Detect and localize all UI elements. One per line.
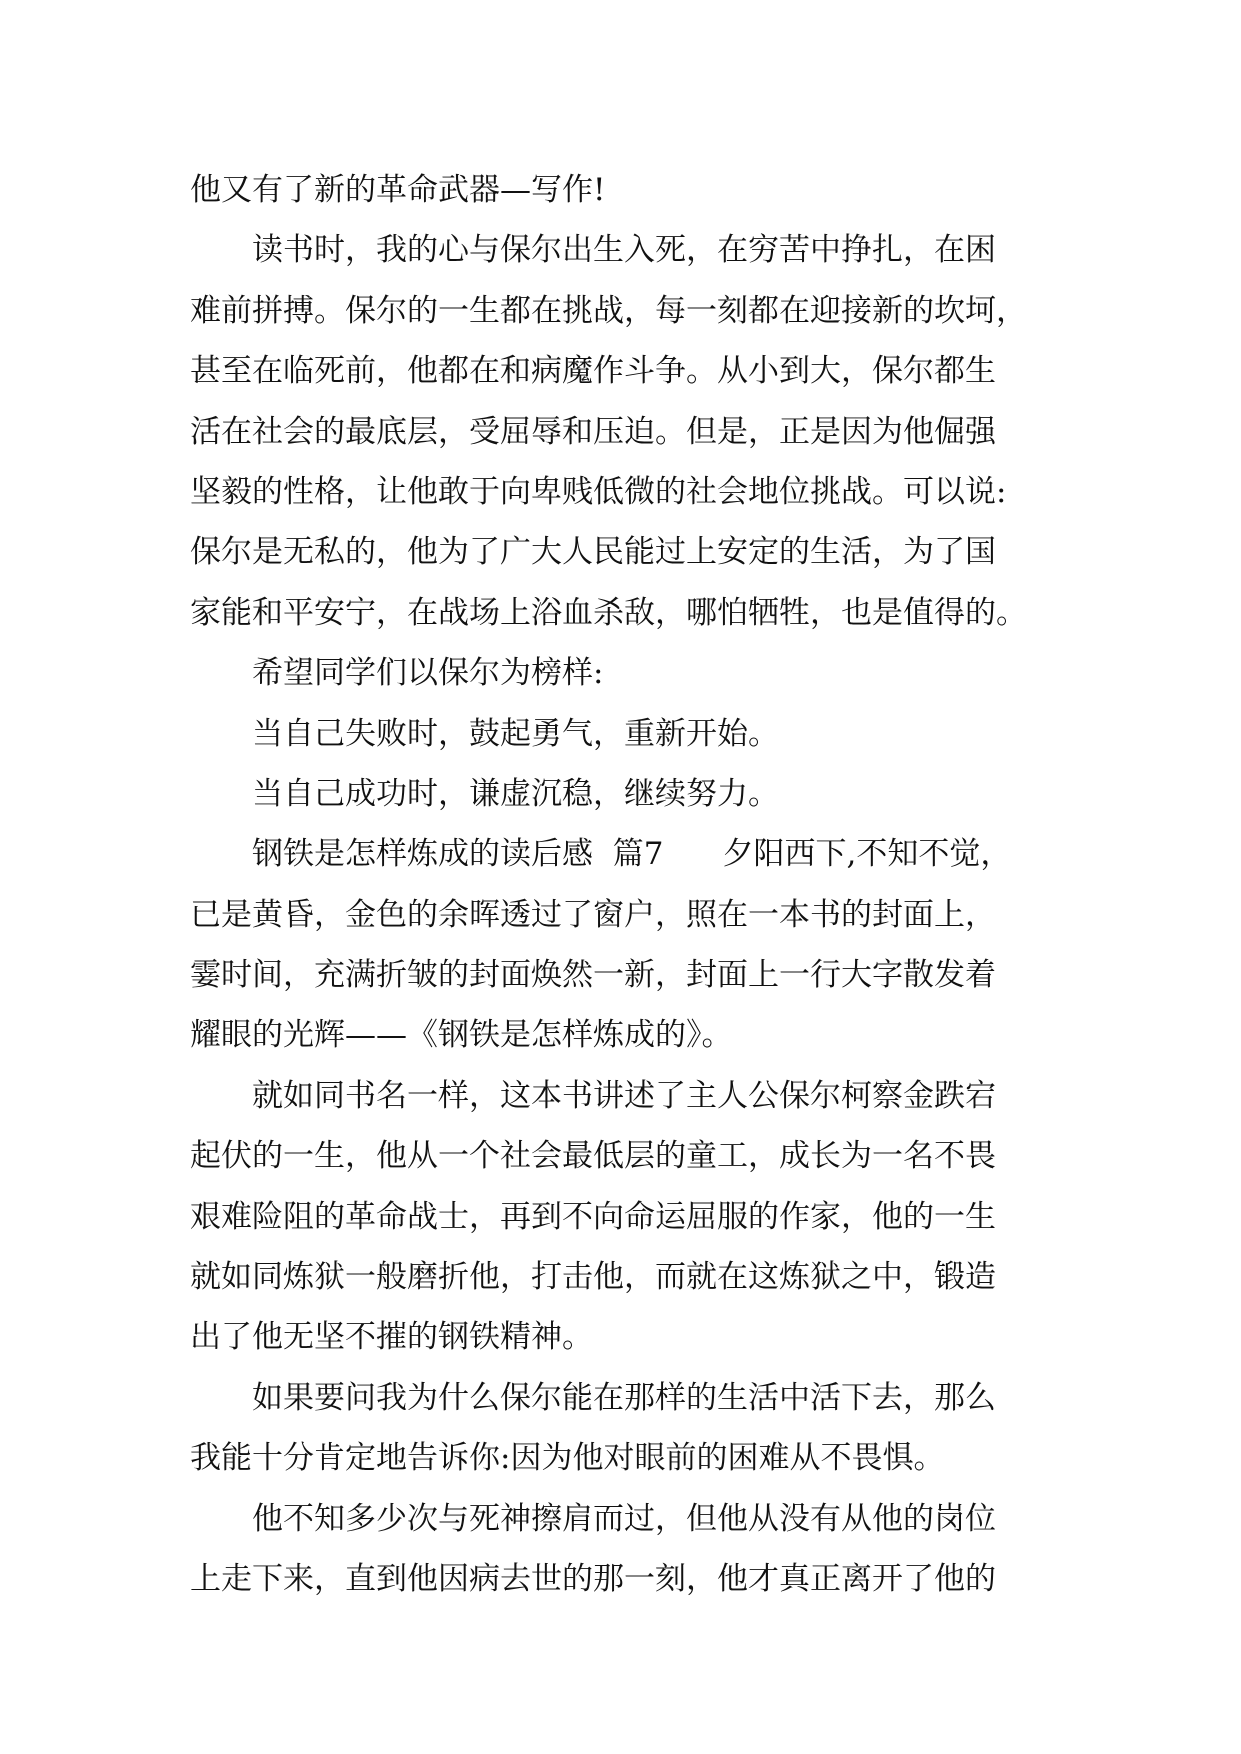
text-line: 上走下来，直到他因病去世的那一刻，他才真正离开了他的 bbox=[190, 1560, 996, 1597]
text-line: 艰难险阻的革命战士，再到不向命运屈服的作家，他的一生 bbox=[190, 1198, 996, 1235]
text-line: 当自己成功时，谦虚沉稳，继续努力。 bbox=[252, 775, 779, 812]
text-line: 霎时间，充满折皱的封面焕然一新，封面上一行大字散发着 bbox=[190, 957, 996, 994]
text-line: 希望同学们以保尔为榜样: bbox=[252, 655, 604, 692]
text-line: 出了他无坚不摧的钢铁精神。 bbox=[190, 1319, 593, 1356]
text-line: 就如同炼狱一般磨折他，打击他，而就在这炼狱之中，锻造 bbox=[190, 1259, 996, 1296]
document-body bbox=[190, 160, 1050, 1609]
text-line: 活在社会的最底层，受屈辱和压迫。但是，正是因为他倔强 bbox=[190, 413, 996, 450]
text-line: 当自己失败时，鼓起勇气，重新开始。 bbox=[252, 715, 779, 752]
text-line: 保尔是无私的，他为了广大人民能过上安定的生活，为了国 bbox=[190, 534, 996, 571]
text-line: 已是黄昏，金色的余晖透过了窗户，照在一本书的封面上， bbox=[190, 896, 996, 933]
text-line: 钢铁是怎样炼成的读后感 篇7 夕阳西下,不知不觉， bbox=[252, 836, 1012, 873]
text-line: 他不知多少次与死神擦肩而过，但他从没有从他的岗位 bbox=[252, 1500, 996, 1537]
text-line: 如果要问我为什么保尔能在那样的生活中活下去，那么 bbox=[252, 1379, 996, 1416]
text-line: 我能十分肯定地告诉你:因为他对眼前的困难从不畏惧。 bbox=[190, 1440, 945, 1477]
text-line: 甚至在临死前，他都在和病魔作斗争。从小到大，保尔都生 bbox=[190, 353, 996, 390]
text-line: 他又有了新的革命武器—写作! bbox=[190, 172, 606, 208]
text-line: 耀眼的光辉——《钢铁是怎样炼成的》。 bbox=[190, 1017, 733, 1054]
text-line: 家能和平安宁，在战场上浴血杀敌，哪怕牺牲，也是值得的。 bbox=[190, 594, 1027, 631]
text-line: 就如同书名一样，这本书讲述了主人公保尔柯察金跌宕 bbox=[252, 1077, 996, 1114]
text-line: 难前拼搏。保尔的一生都在挑战，每一刻都在迎接新的坎坷， bbox=[190, 292, 1027, 329]
text-line: 起伏的一生，他从一个社会最低层的童工，成长为一名不畏 bbox=[190, 1138, 996, 1175]
text-line: 坚毅的性格，让他敢于向卑贱低微的社会地位挑战。可以说: bbox=[190, 473, 1007, 510]
text-line: 读书时，我的心与保尔出生入死，在穷苦中挣扎，在困 bbox=[252, 232, 996, 269]
